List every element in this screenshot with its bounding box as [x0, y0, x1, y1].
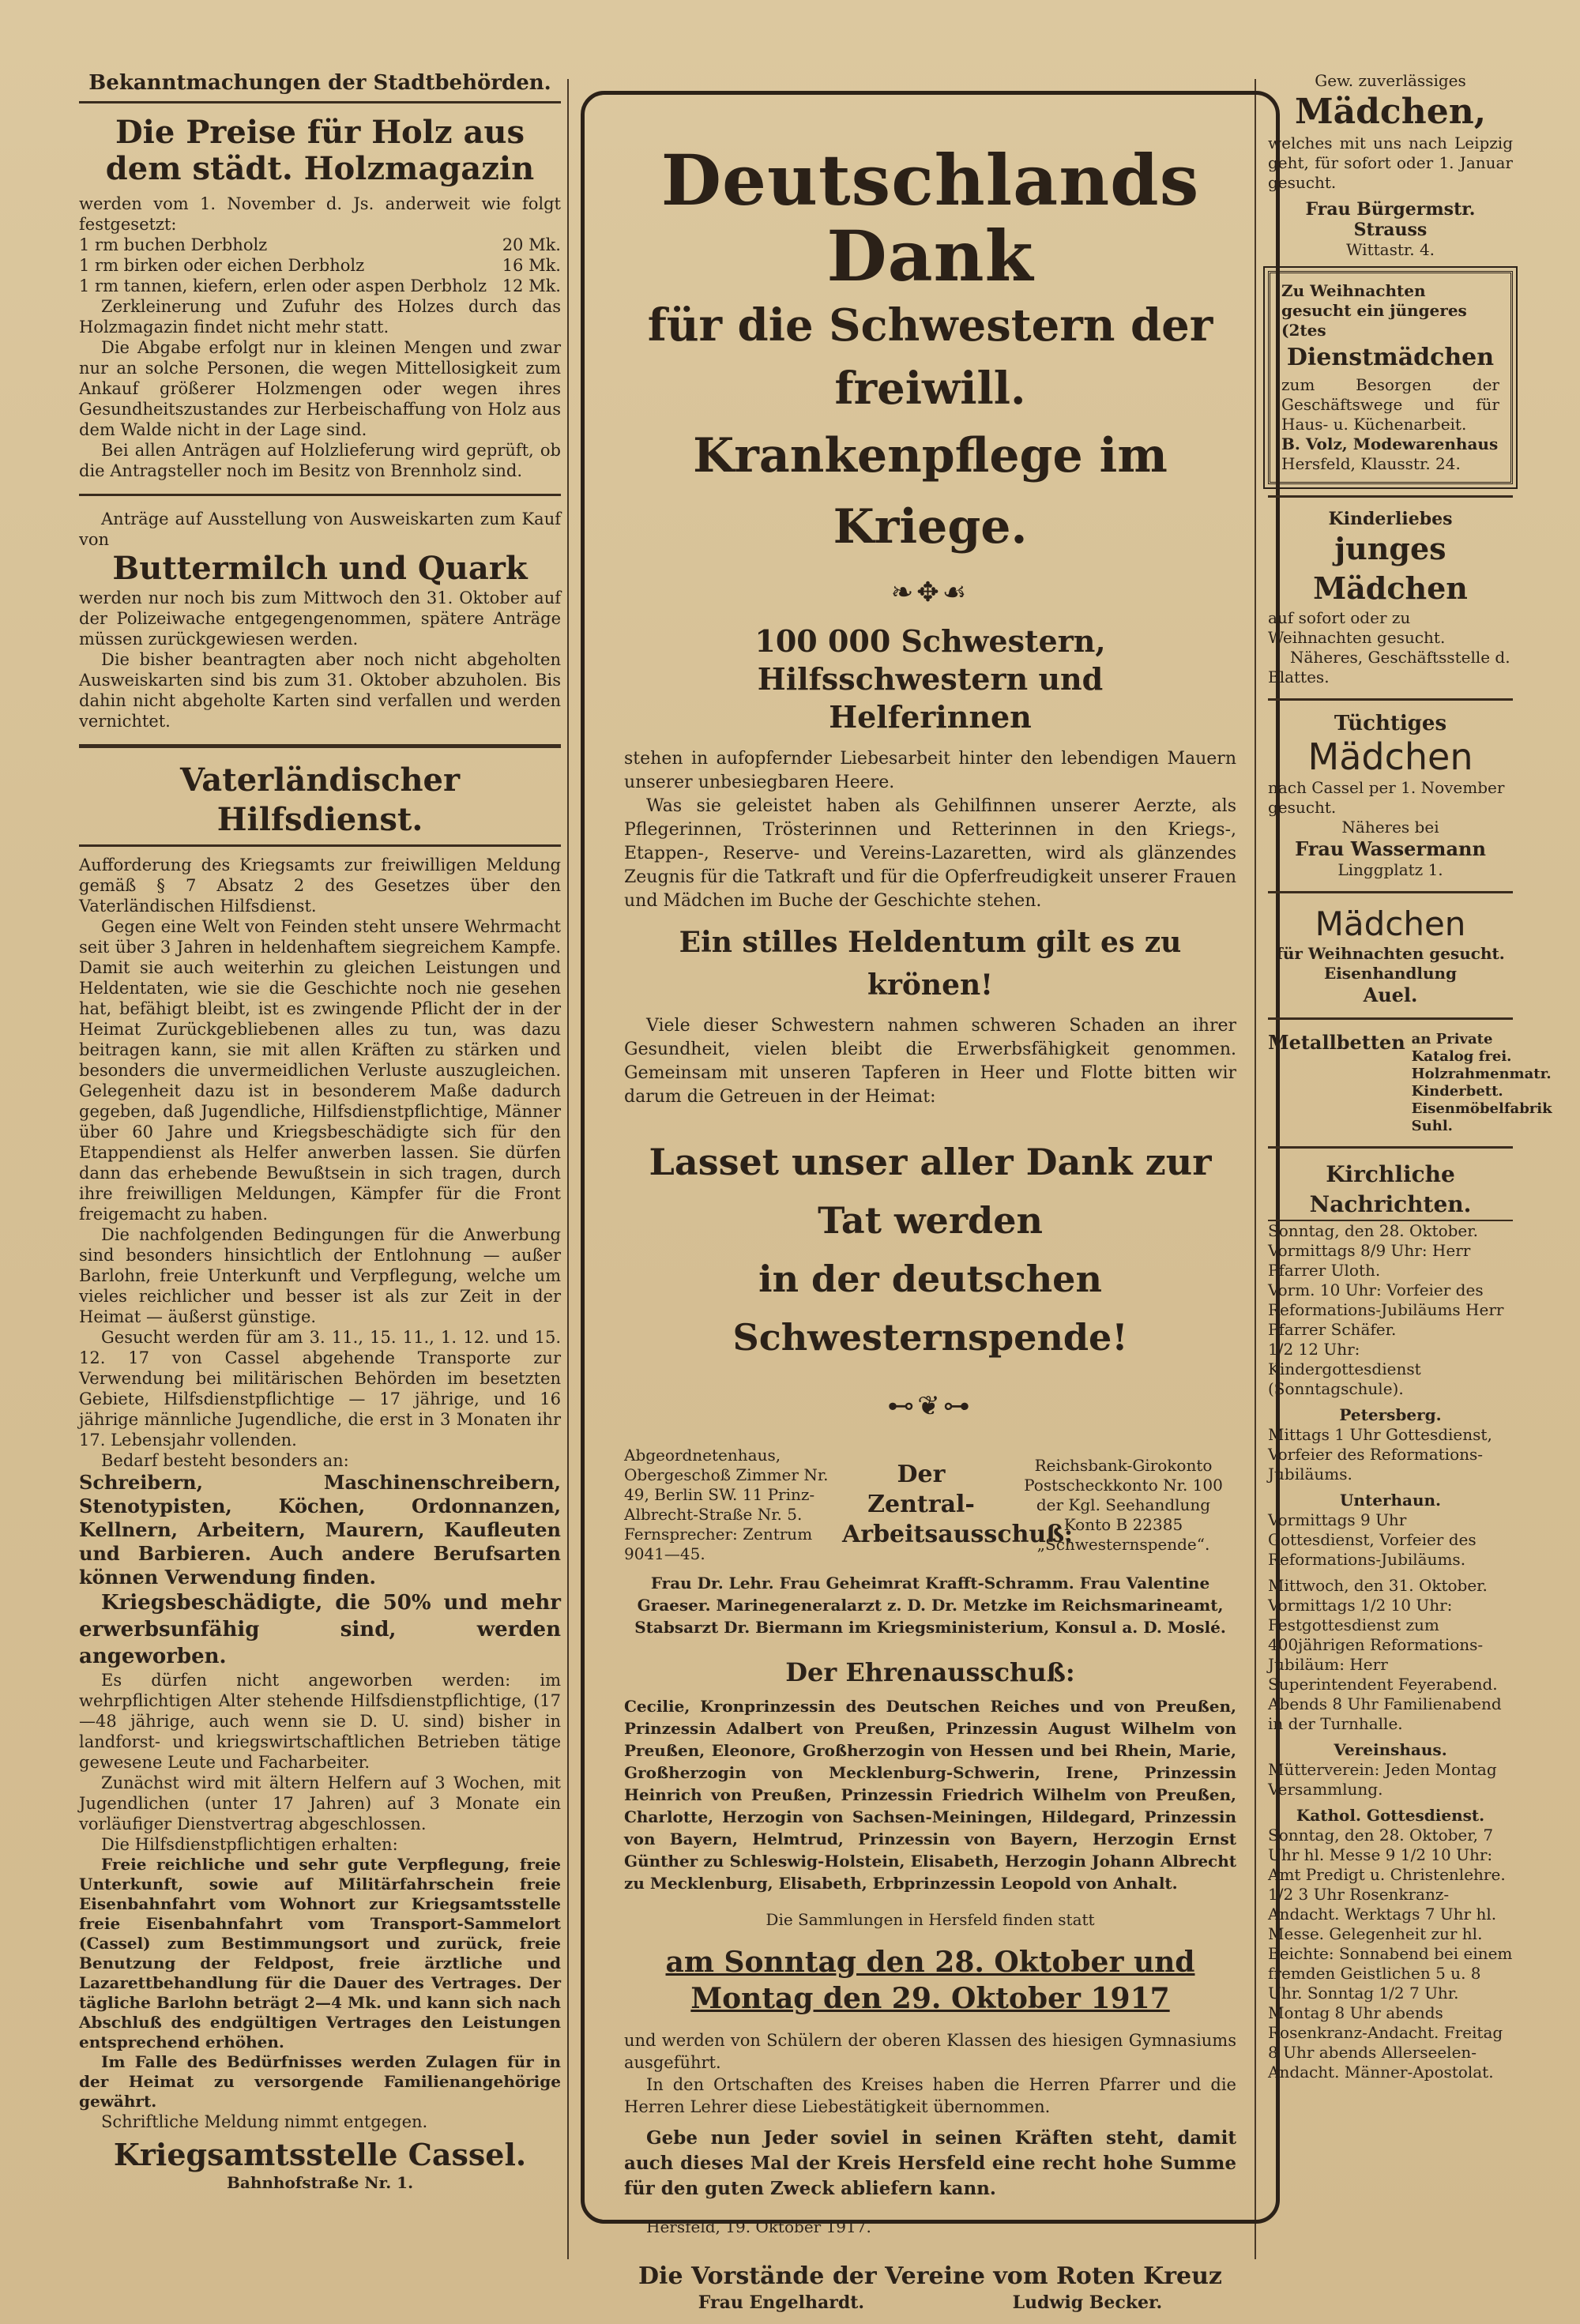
ad-pre: Kinderliebes — [1328, 509, 1453, 529]
hd-para: Zunächst wird mit ältern Helfern auf 3 Wochen, mit Jugendlichen (unter 17 Jahren) auf 3 Monate ein vorläufiger Dienstvertrag abgeschlossen. — [79, 1773, 561, 1833]
appeal-para: Was sie geleistet haben als Gehilfinnen unserer Aerzte, als Pflegerinnen, Trösterinnen und Retterinnen in den Kriegs-, Etappen-, Reserve- und Vereins-Lazaretten, wird als glänzendes Zeugnis für die Tatkraft und für die Opferfreudigkeit unserer Frauen und Mädchen im Buche der Geschichte stehen. — [624, 796, 1236, 911]
appeal-para: In den Ortschaften des Kreises haben die Herren Pfarrer und die Herren Lehrer diese Liebestätigkeit übernommen. — [624, 2075, 1236, 2116]
church-entry: Vorm. 10 Uhr: Vorfeier des Reformations-Jubiläums Herr Pfarrer Schäfer. — [1268, 1280, 1504, 1339]
ad-title: junges Mädchen — [1313, 531, 1468, 606]
church-entry: Sonntag, den 28. Oktober, 7 Uhr hl. Messe 9 1/2 10 Uhr: Amt Predigt u. Christenlehre. 1/2 3 Uhr Rosenkranz-Andacht. Werktags 7 Uhr hl. Messe. Gelegenheit zur hl. Beichte: Sonnabend bei einem fremden Geistlichen 5 u. 8 Uhr. Sonntag 1/2 7 Uhr. Montag 8 Uhr abends Rosenkranz-Andacht. Freitag 8 Uhr abends Allerseelen-Andacht. Männer-Apostolat. — [1268, 1826, 1513, 2081]
ad-name: Frau Bürgermstr. Strauss — [1305, 199, 1476, 240]
hd-signature: Kriegsamtsstelle Cassel. — [113, 2137, 527, 2172]
ad-name: Frau Wassermann — [1295, 837, 1486, 860]
church-title: Kirchliche Nachrichten. — [1268, 1160, 1513, 1221]
divider — [79, 744, 561, 748]
milk-para: Die bisher beantragten aber noch nicht abgeholten Ausweiskarten sind bis zum 31. Oktober abzuholen. Bis dahin nicht abgeholte Karten sind verfallen und werden vernichtet. — [79, 650, 561, 731]
ad-title: Mädchen — [1315, 904, 1466, 943]
church-subhead: Petersberg. — [1339, 1405, 1442, 1424]
church-entry: Vormittags 1/2 10 Uhr: Festgottesdienst zum 400jährigen Reformations-Jubiläum: Herr Superintendent Feyerabend. — [1268, 1596, 1498, 1694]
ad — [1268, 1017, 1552, 1146]
appeal-subtitle: für die Schwestern der freiwill. — [647, 299, 1213, 415]
committee-members: Frau Dr. Lehr. Frau Geheimrat Krafft-Schramm. Frau Valentine Graeser. Marinegeneralarzt z. D. Dr. Metzke im Reichsmarineamt, Stabsarzt Dr. Biermann im Kriegsministerium, Konsul a. D. Moslé. — [634, 1574, 1226, 1637]
ad-title: Dienstmädchen — [1286, 344, 1495, 371]
ad-text: für Weihnachten gesucht. — [1276, 944, 1505, 963]
hd-para: Gegen eine Welt von Feinden steht unsere Wehrmacht seit über 3 Jahren in heldenhaftem siegreichem Kampfe. Damit sie auch weiterhin zu gleichen Leistungen und Heldentaten, wie sie die Geschichte noch nie gesehen hat, befähigt bleibt, ist es zwingende Pflicht der in der Heimat Zurückgebliebenen alles zu tun, was dazu beitragen kann, sie mit allen Kräften zu stärken und besonders die unvermeidlichen Verluste auszugleichen. Gelegenheit dazu ist in besonderem Maße dadurch gegeben, daß Jugendliche, Hilfsdienstpflichtige, Männer über 60 Jahre und Kriegsbeschädigte sich für den Etappendienst als Helfer anwerben lassen. Sie dürfen dann das erhebende Bewußtsein in sich tragen, durch ihre freiwilligen Meldungen, Kämpfer für die Front freigemacht zu haben. — [79, 917, 561, 1224]
signatory: Ludwig Becker. — [1012, 2292, 1163, 2313]
ornament-icon: ⊷❦⊶ — [887, 1390, 973, 1422]
committee-address: Abgeordnetenhaus, Obergeschoß Zimmer Nr. 49, Berlin SW. 11 Prinz-Albrecht-Straße Nr. 5. Fernsprecher: Zentrum 9041—45. — [624, 1446, 829, 1563]
price-row: 1 rm tannen, kiefern, erlen oder aspen Derbholz 12 Mk. — [79, 276, 561, 295]
hd-veterans: Kriegsbeschädigte, die 50% und mehr erwerbsunfähig sind, werden angeworben. — [79, 1591, 561, 1668]
hd-para: Im Falle des Bedürfnisses werden Zulagen für in der Heimat zu versorgende Familienangehörige gewährt. — [79, 2052, 561, 2111]
milk-intro: Anträge auf Ausstellung von Ausweiskarten zum Kauf von — [79, 510, 561, 549]
hd-benefits: Freie reichliche und sehr gute Verpflegung, freie Unterkunft, sowie auf Militärfahrschein freie Eisenbahnfahrt vom Wohnort zur Kriegsamtsstelle freie Eisenbahnfahrt vom Transport-Sammelort (Cassel) zum Bestimmungsort und zurück, freie Benutzung der Feldpost, freie ärztliche und Lazarettbehandlung für die Dauer des Vertrages. Der tägliche Barlohn beträgt 2—4 Mk. und kann sich nach Abschluß des endgültigen Vertrages den Leistungen entsprechend erhöhen. — [79, 1855, 561, 2051]
ad — [1268, 891, 1513, 1017]
ad-name: Auel. — [1363, 983, 1418, 1006]
committee-title: Der Zentral-Arbeitsausschuß: — [842, 1461, 1074, 1548]
hd-professions: Schreibern, Maschinenschreibern, Stenotypisten, Köchen, Ordonnanzen, Kellnern, Arbeitern, Maurern, Kaufleuten und Barbieren. Auch andere Berufsarten können Verwendung finden. — [79, 1471, 561, 1589]
ad-pre: Zu Weihnachten gesucht ein jüngeres (2tes — [1281, 281, 1467, 340]
price-row: 1 rm buchen Derbholz 20 Mk. — [79, 235, 561, 254]
ad-text: an Private Katalog frei. Holzrahmenmatr. Kinderbett. Eisenmöbelfabrik Suhl. — [1411, 1031, 1552, 1134]
appeal-para: und werden von Schülern der oberen Klassen des hiesigen Gymnasiums ausgeführt. — [624, 2031, 1236, 2072]
ad-title: Mädchen — [1307, 735, 1473, 778]
wood-para: Bei allen Anträgen auf Holzlieferung wird geprüft, ob die Antragsteller noch im Besitz von Brennholz sind. — [79, 441, 561, 480]
column-rule — [567, 79, 569, 2259]
place-date: Hersfeld, 19. Oktober 1917. — [646, 2217, 871, 2236]
ad-pre: Gew. zuverlässiges — [1315, 71, 1466, 90]
ad-address: Linggplatz 1. — [1337, 860, 1443, 879]
appeal-title: Deutschlands Dank — [660, 139, 1200, 297]
appeal-para: Gebe nun Jeder soviel in seinen Kräften steht, damit auch dieses Mal der Kreis Hersfeld eine recht hohe Summe für den guten Zweck abliefern kann. — [624, 2127, 1236, 2199]
hd-para: Es dürfen nicht angeworben werden: im wehrpflichtigen Alter stehende Hilfsdienstpflichtige, (17—48 jährige, auch wenn sie D. U. sind) bisher in landforst- und kriegswirtschaftlichen Betrieben tätige gewesene Leute und Facharbeiter. — [79, 1671, 561, 1772]
ornament-icon: ❧✥☙ — [890, 577, 970, 608]
ad-text: Näheres bei — [1341, 818, 1439, 837]
signatory: Frau Engelhardt. — [698, 2292, 865, 2313]
church-subhead: Vereinshaus. — [1334, 1740, 1447, 1759]
price-row: 1 rm birken oder eichen Derbholz 16 Mk. — [79, 256, 561, 275]
hd-para: Schriftliche Meldung nimmt entgegen. — [101, 2112, 428, 2131]
ad — [1268, 71, 1513, 260]
appeal-call: Lasset unser aller Dank zur Tat werden — [649, 1141, 1212, 1242]
appeal-subtitle: Krankenpflege im Kriege. — [693, 428, 1168, 555]
appeal-box — [581, 91, 1280, 2313]
ad-name: Eisenhandlung — [1323, 964, 1458, 983]
honor-title: Der Ehrenausschuß: — [785, 1657, 1075, 1687]
church-subhead: Unterhaun. — [1339, 1491, 1442, 1510]
church-entry: Mittwoch, den 31. Oktober. — [1268, 1576, 1488, 1595]
ad — [1268, 698, 1513, 891]
ad-text: zum Besorgen der Geschäftswege und für Haus- u. Küchenarbeit. — [1281, 375, 1499, 434]
church-notices — [1268, 1146, 1513, 2093]
collect-date: am Sonntag den 28. Oktober und — [665, 1946, 1195, 1979]
ad-address: Hersfeld, Klausstr. 24. — [1281, 454, 1461, 473]
hd-para: Die nachfolgenden Bedingungen für die Anwerbung sind besonders hinsichtlich der Entlohnung — außer Barlohn, freie Unterkunft und Verpflegung, welche um vieles reichlicher und besser ist als zur Zeit in der Heimat — äußerst günstige. — [79, 1225, 561, 1326]
committee-block — [624, 1446, 1236, 1564]
appeal-call: in der deutschen Schwesternspende! — [732, 1258, 1128, 1359]
divider — [79, 844, 561, 847]
church-entry: Mittags 1 Uhr Gottesdienst, Vorfeier des Reformations-Jubiläums. — [1268, 1425, 1492, 1484]
ad-text: auf sofort oder zu Weihnachten gesucht. — [1268, 608, 1446, 647]
wood-para: Zerkleinerung und Zufuhr des Holzes durch das Holzmagazin findet nicht mehr statt. — [79, 297, 561, 337]
ad-pre: Tüchtiges — [1334, 712, 1447, 735]
appeal-para: Viele dieser Schwestern nahmen schweren Schaden an ihrer Gesundheit, vielen bleibt die Erwerbsfähigkeit genommen. Gemeinsam mit unseren Tapferen in Heer und Flotte bitten wir darum die Getreuen in der Heimat: — [624, 1016, 1236, 1107]
hilfsdienst-title: Vaterländischer Hilfsdienst. — [179, 762, 461, 838]
ad-address: Wittastr. 4. — [1345, 240, 1435, 259]
board-signature: Die Vorstände der Vereine vom Roten Kreuz — [638, 2262, 1222, 2290]
wood-title: Die Preise für Holz aus dem städt. Holzmagazin — [105, 114, 535, 187]
section-header: Bekanntmachungen der Stadtbehörden. — [79, 71, 561, 103]
right-column — [1268, 71, 1552, 2093]
honor-names: Cecilie, Kronprinzessin des Deutschen Reiches und von Preußen, Prinzessin Adalbert von Preußen, Prinzessin August Wilhelm von Preußen, Eleonore, Großherzogin von Hessen und bei Rhein, Marie, Großherzogin von Mecklenburg-Schwerin, Irene, Prinzessin Heinrich von Preußen, Prinzessin Friedrich Wilhelm von Preußen, Charlotte, Herzogin von Sachsen-Meiningen, Hildegard, Prinzessin von Bayern, Helmtrud, Prinzessin von Bayern, Herzogin Ernst Günther zu Schleswig-Holstein, Elisabeth, Herzogin Johann Albrecht zu Mecklenburg, Elisabeth, Erbprinzessin Leopold von Anhalt. — [624, 1697, 1236, 1893]
milk-para: werden nur noch bis zum Mittwoch den 31. Oktober auf der Polizeiwache entgegengenommen, spätere Anträge müssen zurückgewiesen werden. — [79, 589, 561, 649]
appeal-heading: 100 000 Schwestern, Hilfsschwestern und Helferinnen — [754, 623, 1106, 735]
committee-account: Reichsbank-Girokonto Postscheckkonto Nr. 100 der Kgl. Seehandlung Konto B 22385 „Schwesternspende“. — [1024, 1455, 1223, 1554]
ad — [1268, 495, 1513, 698]
church-entry: Abends 8 Uhr Familienabend in der Turnhalle. — [1268, 1694, 1502, 1733]
hd-para: Bedarf besteht besonders an: — [101, 1451, 349, 1470]
ad-name: B. Volz, Modewarenhaus — [1281, 434, 1499, 453]
hd-para: Die Hilfsdienstpflichtigen erhalten: — [101, 1835, 398, 1854]
church-entry: Vormittags 9 Uhr Gottesdienst, Vorfeier des Reformations-Jubiläums. — [1268, 1510, 1477, 1569]
hd-para: Aufforderung des Kriegsamts zur freiwilligen Meldung gemäß § 7 Absatz 2 des Gesetzes über den Vaterländischen Hilfsdienst. — [79, 856, 561, 916]
church-entry: 1/2 12 Uhr: Kindergottesdienst (Sonntagschule). — [1268, 1340, 1421, 1398]
ad-boxed — [1268, 271, 1513, 484]
church-entry: Mütterverein: Jeden Montag Versammlung. — [1268, 1760, 1497, 1799]
wood-intro: werden vom 1. November d. Js. anderweit wie folgt festgesetzt: — [79, 194, 561, 234]
ad-title: Metallbetten — [1268, 1031, 1405, 1054]
hd-address: Bahnhofstraße Nr. 1. — [226, 2173, 414, 2192]
church-entry: Vormittags 8/9 Uhr: Herr Pfarrer Uloth. — [1268, 1241, 1471, 1280]
church-subhead: Kathol. Gottesdienst. — [1296, 1806, 1485, 1825]
collect-line: Die Sammlungen in Hersfeld finden statt — [766, 1910, 1095, 1929]
appeal-para: stehen in aufopfernder Liebesarbeit hinter den lebendigen Mauern unserer unbesiegbaren Heere. — [624, 749, 1236, 792]
divider — [79, 494, 561, 496]
left-column — [79, 71, 561, 2192]
ad-text: nach Cassel per 1. November gesucht. — [1268, 778, 1505, 817]
church-entry: Sonntag, den 28. Oktober. — [1268, 1221, 1478, 1240]
milk-title: Buttermilch und Quark — [112, 550, 528, 587]
ad-text: Näheres, Geschäftsstelle d. Blattes. — [1268, 648, 1510, 686]
ad-text: welches mit uns nach Leipzig geht, für sofort oder 1. Januar gesucht. — [1268, 133, 1513, 192]
wood-para: Die Abgabe erfolgt nur in kleinen Mengen und zwar nur an solche Personen, die wegen Mittellosigkeit zum Ankauf größerer Holzmengen oder wegen ihres Gesundheitszustandes zur Herbeischaffung von Holz aus dem Walde nicht in der Lage sind. — [79, 338, 561, 439]
collect-date: Montag den 29. Oktober 1917 — [690, 1982, 1170, 2015]
crown-line: Ein stilles Heldentum gilt es zu krönen! — [679, 926, 1182, 1002]
price-list — [79, 235, 561, 296]
ad-title: Mädchen, — [1294, 92, 1487, 132]
signatories — [624, 2292, 1236, 2313]
hd-para: Gesucht werden für am 3. 11., 15. 11., 1. 12. und 15. 12. 17 von Cassel abgehende Transporte zur Verwendung bei militärischen Behörden im besetzten Gebiete, Hilfsdienstpflichtige — 17 jährige, und 16 jährige männliche Jugendliche, die erst in 3 Monaten ihr 17. Lebensjahr vollenden. — [79, 1328, 561, 1450]
